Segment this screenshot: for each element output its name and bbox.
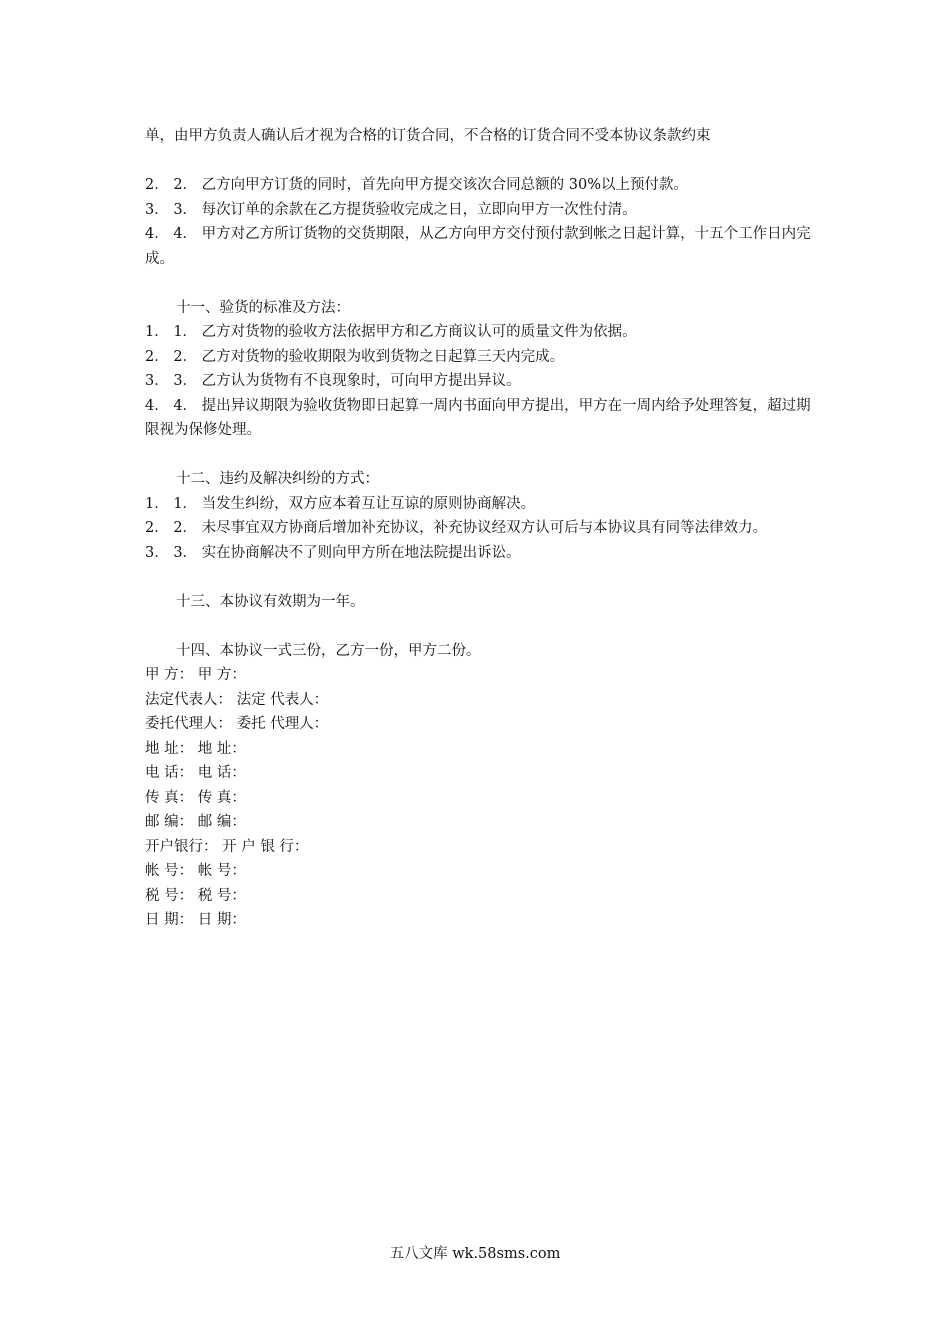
list-item: 3． 3． 实在协商解决不了则向甲方所在地法院提出诉讼。 <box>145 544 521 561</box>
signature-fax: 传 真： 传 真： <box>145 789 246 806</box>
spacer <box>145 149 815 174</box>
footer-watermark: 五八文库 wk.58sms.com <box>389 1246 561 1262</box>
signature-party: 甲 方： 甲 方： <box>145 667 246 683</box>
intro-line: 单，由甲方负责人确认后才视为合格的订货合同，不合格的订货合同不受本协议条款约束 <box>145 128 711 144</box>
list-item: 2． 2． 乙方向甲方订货的同时，首先向甲方提交该次合同总额的 30%以上预付款。 <box>145 177 689 193</box>
section-heading-13: 十三、本协议有效期为一年。 <box>176 593 365 610</box>
spacer <box>145 565 815 590</box>
section-heading-12: 十二、违约及解决纠纷的方式： <box>176 471 379 487</box>
signature-account: 帐 号： 帐 号： <box>145 863 246 879</box>
spacer <box>145 271 815 296</box>
list-item: 2． 2． 未尽事宜双方协商后增加补充协议，补充协议经双方认可后与本协议具有同等法律效力。 <box>145 520 768 536</box>
list-item: 1． 1． 乙方对货物的验收方法依据甲方和乙方商议认可的质量文件为依据。 <box>145 324 637 340</box>
signature-date: 日 期： 日 期： <box>145 912 246 928</box>
signature-legal-rep: 法定代表人： 法定 代表人： <box>145 691 329 708</box>
spacer <box>145 614 815 639</box>
signature-bank: 开户银行： 开 户 银 行： <box>145 838 309 855</box>
signature-agent: 委托代理人： 委托 代理人： <box>145 716 329 732</box>
list-item: 4． 4． 提出异议期限为验收货物即日起算一周内书面向甲方提出，甲方在一周内给予处理答复，超过期限视为保修处理。 <box>145 397 811 438</box>
section-heading-11: 十一、验货的标准及方法： <box>176 299 350 316</box>
section-heading-14: 十四、本协议一式三份，乙方一份，甲方二份。 <box>176 642 481 659</box>
signature-phone: 电 话： 电 话： <box>145 765 246 781</box>
signature-address: 地 址： 地 址： <box>145 740 246 757</box>
list-item: 3． 3． 乙方认为货物有不良现象时，可向甲方提出异议。 <box>145 373 521 389</box>
list-item: 1． 1． 当发生纠纷，双方应本着互让互谅的原则协商解决。 <box>145 495 536 512</box>
document-body <box>145 124 815 933</box>
signature-postcode: 邮 编： 邮 编： <box>145 814 246 830</box>
signature-tax-no: 税 号： 税 号： <box>145 887 246 904</box>
list-item: 2． 2． 乙方对货物的验收期限为收到货物之日起算三天内完成。 <box>145 348 565 365</box>
list-item: 3． 3． 每次订单的余款在乙方提货验收完成之日，立即向甲方一次性付清。 <box>145 201 637 218</box>
spacer <box>145 443 815 468</box>
list-item: 4． 4． 甲方对乙方所订货物的交货期限，从乙方向甲方交付预付款到帐之日起计算，十五个工作日内完成。 <box>145 226 811 267</box>
